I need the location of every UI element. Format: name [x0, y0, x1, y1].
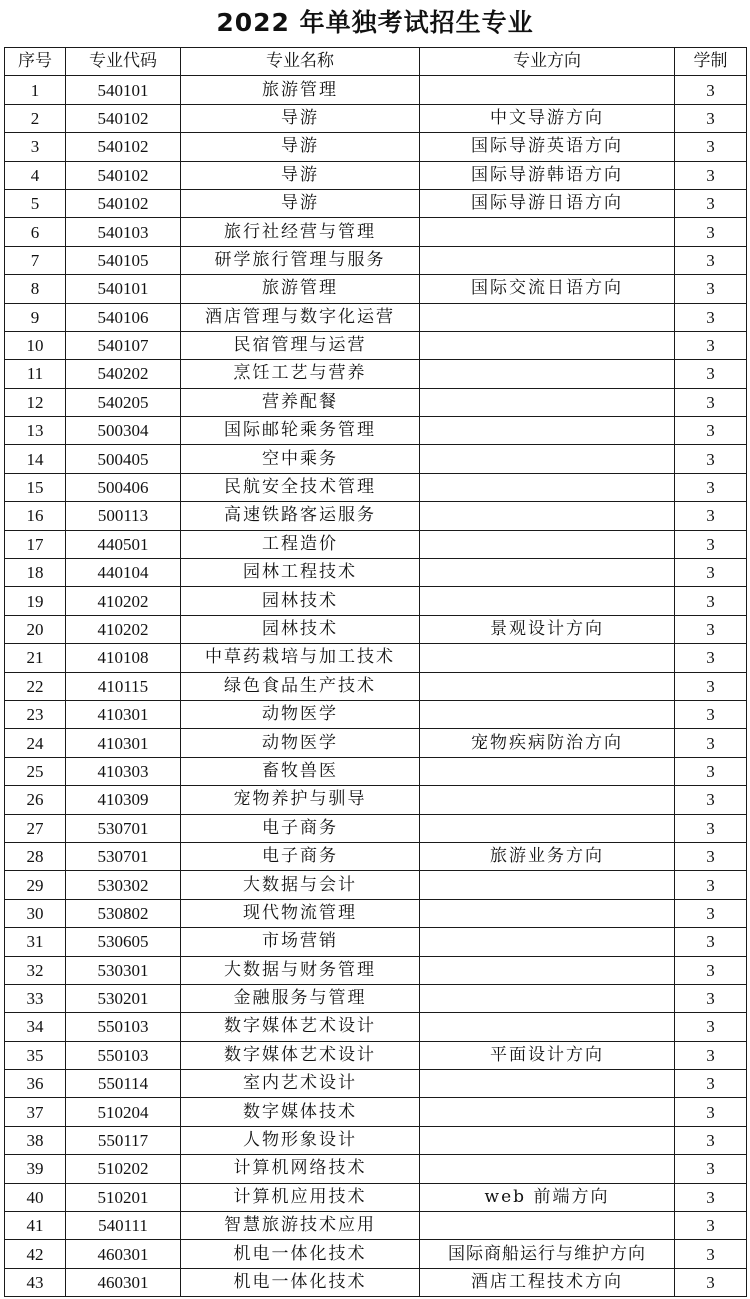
- cell-name: 中草药栽培与加工技术: [181, 644, 420, 672]
- cell-code: 410108: [66, 644, 181, 672]
- cell-direction: [420, 1070, 675, 1098]
- cell-years: 3: [675, 615, 747, 643]
- cell-index: 40: [5, 1183, 66, 1211]
- cell-index: 8: [5, 275, 66, 303]
- cell-code: 540205: [66, 388, 181, 416]
- table-body: [5, 76, 747, 1297]
- cell-years: 3: [675, 956, 747, 984]
- cell-direction: 景观设计方向: [420, 615, 675, 643]
- cell-name: 导游: [181, 104, 420, 132]
- cell-index: 31: [5, 928, 66, 956]
- cell-years: 3: [675, 899, 747, 927]
- cell-direction: [420, 218, 675, 246]
- cell-direction: [420, 246, 675, 274]
- majors-table: [4, 47, 747, 1297]
- cell-name: 大数据与会计: [181, 871, 420, 899]
- cell-years: 3: [675, 928, 747, 956]
- cell-name: 导游: [181, 161, 420, 189]
- cell-years: 3: [675, 218, 747, 246]
- cell-code: 540202: [66, 360, 181, 388]
- cell-index: 11: [5, 360, 66, 388]
- cell-code: 530701: [66, 842, 181, 870]
- cell-name: 烹饪工艺与营养: [181, 360, 420, 388]
- cell-years: 3: [675, 1183, 747, 1211]
- table-row: [5, 189, 747, 217]
- cell-index: 6: [5, 218, 66, 246]
- cell-index: 13: [5, 417, 66, 445]
- cell-years: 3: [675, 502, 747, 530]
- cell-years: 3: [675, 871, 747, 899]
- cell-index: 16: [5, 502, 66, 530]
- cell-code: 510204: [66, 1098, 181, 1126]
- cell-direction: 宠物疾病防治方向: [420, 729, 675, 757]
- cell-name: 现代物流管理: [181, 899, 420, 927]
- cell-years: 3: [675, 473, 747, 501]
- table-row: [5, 615, 747, 643]
- table-row: [5, 1070, 747, 1098]
- cell-direction: [420, 814, 675, 842]
- cell-code: 540105: [66, 246, 181, 274]
- cell-years: 3: [675, 1041, 747, 1069]
- cell-direction: [420, 473, 675, 501]
- cell-name: 金融服务与管理: [181, 984, 420, 1012]
- table-row: [5, 729, 747, 757]
- table-row: [5, 1212, 747, 1240]
- table-row: [5, 928, 747, 956]
- table-row: [5, 360, 747, 388]
- cell-code: 410303: [66, 757, 181, 785]
- cell-name: 动物医学: [181, 700, 420, 728]
- cell-code: 530802: [66, 899, 181, 927]
- header-name: 专业名称: [181, 48, 420, 76]
- cell-years: 3: [675, 1070, 747, 1098]
- cell-code: 540102: [66, 161, 181, 189]
- cell-index: 30: [5, 899, 66, 927]
- cell-years: 3: [675, 530, 747, 558]
- cell-years: 3: [675, 1155, 747, 1183]
- cell-code: 550114: [66, 1070, 181, 1098]
- cell-direction: [420, 672, 675, 700]
- cell-direction: [420, 445, 675, 473]
- table-row: [5, 700, 747, 728]
- cell-name: 高速铁路客运服务: [181, 502, 420, 530]
- cell-code: 410301: [66, 700, 181, 728]
- cell-index: 36: [5, 1070, 66, 1098]
- cell-years: 3: [675, 1268, 747, 1296]
- cell-direction: 旅游业务方向: [420, 842, 675, 870]
- cell-direction: [420, 388, 675, 416]
- cell-code: 550103: [66, 1013, 181, 1041]
- table-row: [5, 559, 747, 587]
- table-row: [5, 246, 747, 274]
- table-row: [5, 871, 747, 899]
- cell-direction: [420, 871, 675, 899]
- cell-direction: [420, 530, 675, 558]
- cell-index: 24: [5, 729, 66, 757]
- cell-direction: 国际交流日语方向: [420, 275, 675, 303]
- table-row: [5, 587, 747, 615]
- cell-code: 510201: [66, 1183, 181, 1211]
- cell-name: 机电一体化技术: [181, 1240, 420, 1268]
- cell-years: 3: [675, 104, 747, 132]
- cell-direction: [420, 360, 675, 388]
- table-row: [5, 1098, 747, 1126]
- cell-name: 大数据与财务管理: [181, 956, 420, 984]
- cell-years: 3: [675, 559, 747, 587]
- header-years: 学制: [675, 48, 747, 76]
- cell-index: 26: [5, 786, 66, 814]
- cell-code: 550117: [66, 1126, 181, 1154]
- table-row: [5, 473, 747, 501]
- cell-years: 3: [675, 700, 747, 728]
- cell-direction: [420, 1098, 675, 1126]
- table-row: [5, 814, 747, 842]
- cell-years: 3: [675, 76, 747, 104]
- cell-direction: [420, 928, 675, 956]
- cell-years: 3: [675, 445, 747, 473]
- cell-years: 3: [675, 757, 747, 785]
- cell-code: 500113: [66, 502, 181, 530]
- cell-direction: [420, 1126, 675, 1154]
- table-row: [5, 331, 747, 359]
- cell-years: 3: [675, 644, 747, 672]
- cell-code: 410115: [66, 672, 181, 700]
- cell-direction: [420, 700, 675, 728]
- cell-index: 20: [5, 615, 66, 643]
- table-row: [5, 104, 747, 132]
- table-row: [5, 1126, 747, 1154]
- cell-code: 540101: [66, 76, 181, 104]
- cell-code: 440104: [66, 559, 181, 587]
- cell-name: 计算机网络技术: [181, 1155, 420, 1183]
- cell-direction: [420, 587, 675, 615]
- cell-code: 530701: [66, 814, 181, 842]
- cell-index: 21: [5, 644, 66, 672]
- table-row: [5, 842, 747, 870]
- cell-years: 3: [675, 303, 747, 331]
- cell-years: 3: [675, 814, 747, 842]
- cell-direction: [420, 757, 675, 785]
- cell-name: 旅游管理: [181, 76, 420, 104]
- cell-code: 460301: [66, 1268, 181, 1296]
- page-title: 2022 年单独考试招生专业: [216, 8, 534, 37]
- cell-name: 工程造价: [181, 530, 420, 558]
- cell-code: 410202: [66, 587, 181, 615]
- table-row: [5, 76, 747, 104]
- table-row: [5, 984, 747, 1012]
- cell-years: 3: [675, 984, 747, 1012]
- cell-name: 园林技术: [181, 615, 420, 643]
- cell-code: 540106: [66, 303, 181, 331]
- table-row: [5, 1013, 747, 1041]
- cell-name: 园林工程技术: [181, 559, 420, 587]
- cell-index: 15: [5, 473, 66, 501]
- header-direction: 专业方向: [420, 48, 675, 76]
- cell-name: 机电一体化技术: [181, 1268, 420, 1296]
- cell-direction: 平面设计方向: [420, 1041, 675, 1069]
- cell-years: 3: [675, 388, 747, 416]
- cell-index: 10: [5, 331, 66, 359]
- cell-code: 530302: [66, 871, 181, 899]
- cell-years: 3: [675, 161, 747, 189]
- cell-years: 3: [675, 587, 747, 615]
- table-row: [5, 1183, 747, 1211]
- cell-index: 28: [5, 842, 66, 870]
- table-row: [5, 388, 747, 416]
- table-row: [5, 218, 747, 246]
- cell-years: 3: [675, 133, 747, 161]
- cell-code: 410309: [66, 786, 181, 814]
- cell-index: 7: [5, 246, 66, 274]
- cell-name: 旅游管理: [181, 275, 420, 303]
- cell-index: 29: [5, 871, 66, 899]
- cell-name: 营养配餐: [181, 388, 420, 416]
- cell-years: 3: [675, 1212, 747, 1240]
- cell-direction: [420, 559, 675, 587]
- table-row: [5, 1268, 747, 1296]
- cell-years: 3: [675, 360, 747, 388]
- cell-direction: [420, 956, 675, 984]
- cell-index: 18: [5, 559, 66, 587]
- cell-name: 旅行社经营与管理: [181, 218, 420, 246]
- cell-code: 510202: [66, 1155, 181, 1183]
- cell-index: 38: [5, 1126, 66, 1154]
- cell-direction: [420, 502, 675, 530]
- cell-direction: [420, 644, 675, 672]
- cell-name: 空中乘务: [181, 445, 420, 473]
- cell-years: 3: [675, 786, 747, 814]
- cell-direction: [420, 786, 675, 814]
- cell-index: 35: [5, 1041, 66, 1069]
- table-row: [5, 899, 747, 927]
- cell-index: 43: [5, 1268, 66, 1296]
- cell-index: 1: [5, 76, 66, 104]
- table-row: [5, 1240, 747, 1268]
- cell-years: 3: [675, 729, 747, 757]
- cell-code: 540103: [66, 218, 181, 246]
- cell-name: 导游: [181, 133, 420, 161]
- cell-code: 540107: [66, 331, 181, 359]
- cell-direction: 国际导游英语方向: [420, 133, 675, 161]
- cell-index: 4: [5, 161, 66, 189]
- cell-index: 39: [5, 1155, 66, 1183]
- cell-name: 国际邮轮乘务管理: [181, 417, 420, 445]
- cell-direction: 国际导游韩语方向: [420, 161, 675, 189]
- cell-code: 500405: [66, 445, 181, 473]
- cell-index: 32: [5, 956, 66, 984]
- cell-name: 数字媒体技术: [181, 1098, 420, 1126]
- cell-name: 绿色食品生产技术: [181, 672, 420, 700]
- cell-direction: [420, 417, 675, 445]
- cell-index: 34: [5, 1013, 66, 1041]
- cell-years: 3: [675, 1240, 747, 1268]
- cell-years: 3: [675, 1126, 747, 1154]
- cell-code: 500304: [66, 417, 181, 445]
- cell-index: 9: [5, 303, 66, 331]
- header-index: 序号: [5, 48, 66, 76]
- cell-direction: [420, 1013, 675, 1041]
- table-row: [5, 644, 747, 672]
- cell-index: 41: [5, 1212, 66, 1240]
- cell-direction: [420, 984, 675, 1012]
- table-row: [5, 161, 747, 189]
- cell-years: 3: [675, 842, 747, 870]
- cell-name: 园林技术: [181, 587, 420, 615]
- cell-code: 540102: [66, 104, 181, 132]
- cell-code: 440501: [66, 530, 181, 558]
- table-row: [5, 530, 747, 558]
- cell-name: 数字媒体艺术设计: [181, 1041, 420, 1069]
- cell-name: 数字媒体艺术设计: [181, 1013, 420, 1041]
- cell-code: 540102: [66, 189, 181, 217]
- cell-name: 动物医学: [181, 729, 420, 757]
- cell-name: 人物形象设计: [181, 1126, 420, 1154]
- cell-index: 25: [5, 757, 66, 785]
- table-row: [5, 672, 747, 700]
- table-row: [5, 502, 747, 530]
- table-row: [5, 445, 747, 473]
- cell-name: 电子商务: [181, 814, 420, 842]
- cell-name: 市场营销: [181, 928, 420, 956]
- cell-name: 宠物养护与驯导: [181, 786, 420, 814]
- cell-direction: [420, 1155, 675, 1183]
- cell-code: 530301: [66, 956, 181, 984]
- cell-code: 410202: [66, 615, 181, 643]
- cell-index: 19: [5, 587, 66, 615]
- cell-name: 导游: [181, 189, 420, 217]
- cell-code: 540111: [66, 1212, 181, 1240]
- cell-years: 3: [675, 331, 747, 359]
- cell-code: 540102: [66, 133, 181, 161]
- table-row: [5, 1041, 747, 1069]
- cell-index: 2: [5, 104, 66, 132]
- cell-index: 5: [5, 189, 66, 217]
- table-row: [5, 417, 747, 445]
- cell-name: 畜牧兽医: [181, 757, 420, 785]
- cell-direction: [420, 1212, 675, 1240]
- cell-years: 3: [675, 189, 747, 217]
- table-row: [5, 303, 747, 331]
- cell-code: 550103: [66, 1041, 181, 1069]
- cell-years: 3: [675, 275, 747, 303]
- table-row: [5, 786, 747, 814]
- cell-years: 3: [675, 1013, 747, 1041]
- cell-index: 22: [5, 672, 66, 700]
- table-row: [5, 133, 747, 161]
- cell-years: 3: [675, 1098, 747, 1126]
- cell-code: 410301: [66, 729, 181, 757]
- cell-index: 17: [5, 530, 66, 558]
- cell-name: 民宿管理与运营: [181, 331, 420, 359]
- cell-index: 3: [5, 133, 66, 161]
- cell-direction: web 前端方向: [420, 1183, 675, 1211]
- cell-direction: [420, 76, 675, 104]
- cell-direction: [420, 899, 675, 927]
- cell-direction: 国际商船运行与维护方向: [420, 1240, 675, 1268]
- table-row: [5, 757, 747, 785]
- header-row: [5, 48, 747, 76]
- cell-direction: 国际导游日语方向: [420, 189, 675, 217]
- cell-code: 460301: [66, 1240, 181, 1268]
- cell-direction: 中文导游方向: [420, 104, 675, 132]
- cell-code: 540101: [66, 275, 181, 303]
- header-code: 专业代码: [66, 48, 181, 76]
- cell-index: 42: [5, 1240, 66, 1268]
- cell-code: 530201: [66, 984, 181, 1012]
- cell-years: 3: [675, 417, 747, 445]
- table-row: [5, 956, 747, 984]
- cell-index: 23: [5, 700, 66, 728]
- cell-index: 14: [5, 445, 66, 473]
- cell-direction: 酒店工程技术方向: [420, 1268, 675, 1296]
- cell-name: 智慧旅游技术应用: [181, 1212, 420, 1240]
- cell-name: 民航安全技术管理: [181, 473, 420, 501]
- cell-index: 27: [5, 814, 66, 842]
- cell-name: 室内艺术设计: [181, 1070, 420, 1098]
- cell-name: 电子商务: [181, 842, 420, 870]
- table-row: [5, 275, 747, 303]
- cell-name: 计算机应用技术: [181, 1183, 420, 1211]
- cell-index: 33: [5, 984, 66, 1012]
- cell-direction: [420, 331, 675, 359]
- cell-index: 12: [5, 388, 66, 416]
- cell-name: 研学旅行管理与服务: [181, 246, 420, 274]
- cell-code: 500406: [66, 473, 181, 501]
- cell-index: 37: [5, 1098, 66, 1126]
- table-row: [5, 1155, 747, 1183]
- cell-years: 3: [675, 246, 747, 274]
- cell-code: 530605: [66, 928, 181, 956]
- cell-name: 酒店管理与数字化运营: [181, 303, 420, 331]
- cell-direction: [420, 303, 675, 331]
- cell-years: 3: [675, 672, 747, 700]
